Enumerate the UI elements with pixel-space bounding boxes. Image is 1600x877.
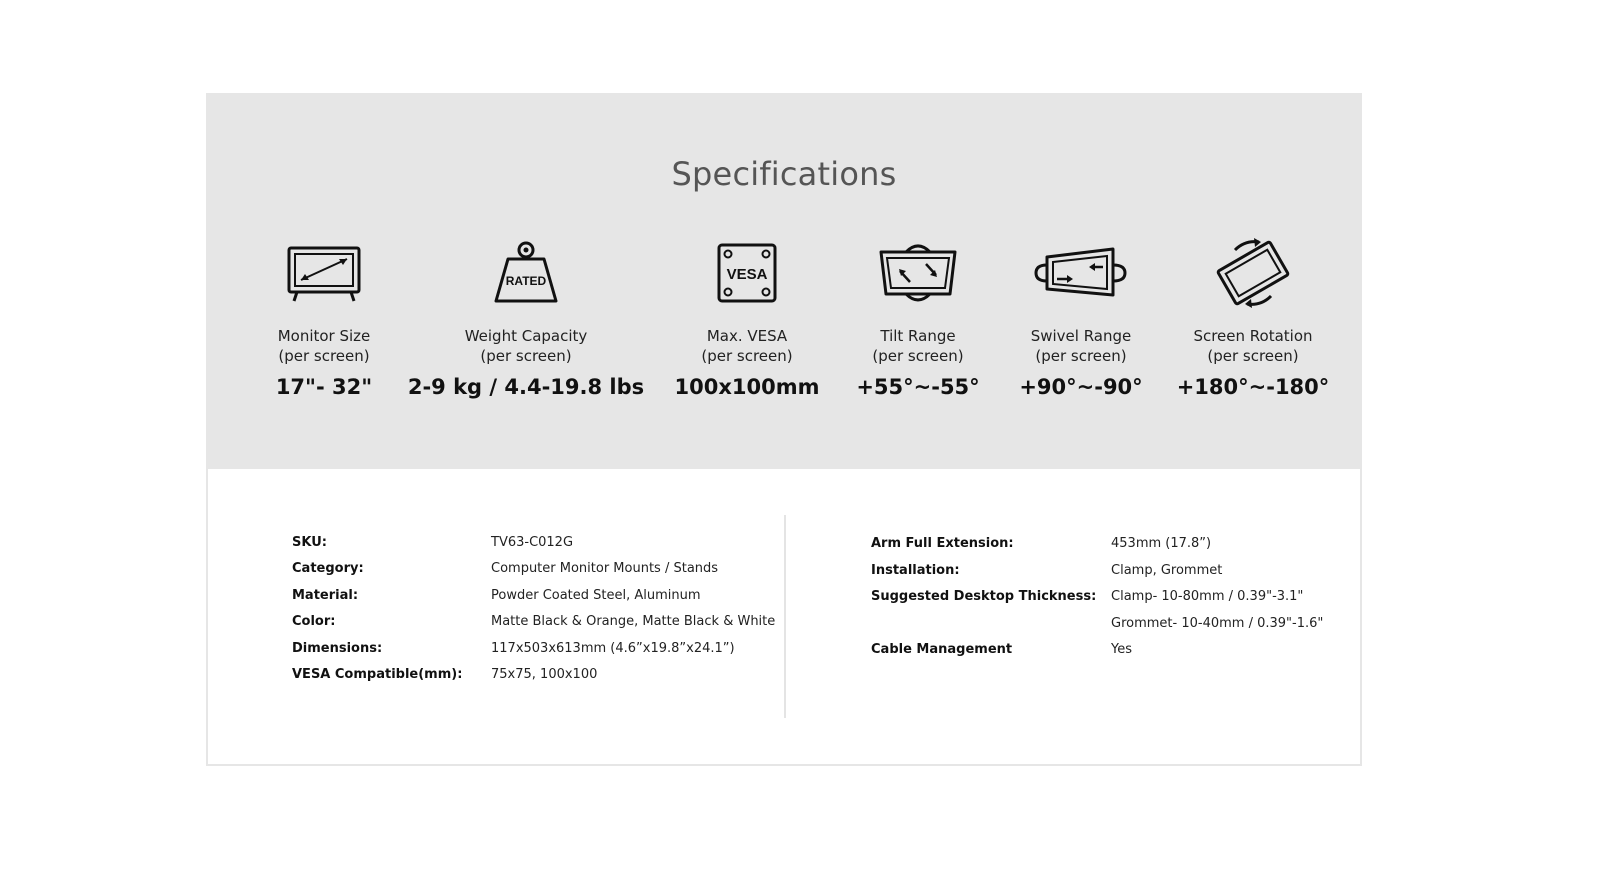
spec-key: Suggested Desktop Thickness: (871, 589, 1097, 604)
left-table-row-dimensions (292, 639, 792, 659)
spec-label-line2: (per screen) (1207, 347, 1299, 365)
spec-val: Matte Black & Orange, Matte Black & White (491, 614, 776, 629)
spec-label-line1: Tilt Range (880, 327, 956, 345)
right-table-row-installation (871, 561, 1341, 581)
spec-label-line1: Monitor Size (277, 327, 371, 345)
spec-key: Color: (292, 614, 336, 629)
spec-screen-rotation (1133, 237, 1373, 399)
spec-label-line1: Max. VESA (706, 327, 788, 345)
spec-val: Clamp- 10-80mm / 0.39"-3.1" (1111, 589, 1304, 604)
vesa-icon (717, 243, 777, 303)
right-table-row-desktop-thickness (871, 587, 1341, 607)
spec-value: 2-9 kg / 4.4-19.8 lbs (407, 375, 645, 399)
spec-key: Category: (292, 561, 364, 576)
vesa-icon-text: VESA (726, 266, 768, 283)
spec-val: Clamp, Grommet (1111, 563, 1223, 578)
spec-val: 453mm (17.8”) (1111, 536, 1212, 551)
spec-label-line2: (per screen) (480, 347, 572, 365)
spec-label-line1: Screen Rotation (1193, 327, 1313, 345)
weight-icon-text: RATED (505, 274, 547, 288)
spec-panel (206, 93, 1362, 766)
spec-key: SKU: (292, 535, 327, 550)
spec-value: 17"- 32" (275, 375, 373, 399)
spec-value: +55°~-55° (856, 375, 980, 399)
spec-val: 117x503x613mm (4.6”x19.8”x24.1”) (491, 641, 735, 656)
tilt-icon (878, 242, 958, 304)
right-table-row-cable-management (871, 640, 1341, 660)
spec-key: Material: (292, 588, 359, 603)
spec-val: 75x75, 100x100 (491, 667, 598, 682)
spec-header-band (208, 95, 1360, 469)
spec-label-line2: (per screen) (701, 347, 793, 365)
spec-label-line1: Swivel Range (1030, 327, 1132, 345)
spec-val: Yes (1111, 642, 1132, 657)
left-table-row-sku (292, 533, 792, 553)
monitor-size-icon (287, 244, 361, 302)
table-divider (784, 515, 786, 718)
rotation-icon (1213, 238, 1293, 308)
swivel-icon (1033, 245, 1129, 301)
weight-rated-icon (492, 241, 560, 305)
spec-key: Arm Full Extension: (871, 536, 1014, 551)
spec-key: Dimensions: (292, 641, 383, 656)
spec-key: Cable Management (871, 642, 1013, 657)
spec-label-line2: (per screen) (278, 347, 370, 365)
right-table-row-arm-extension (871, 534, 1341, 554)
spec-val: Powder Coated Steel, Aluminum (491, 588, 701, 603)
spec-val: TV63-C012G (491, 535, 574, 550)
spec-label-line2: (per screen) (1035, 347, 1127, 365)
spec-key: Installation: (871, 563, 960, 578)
spec-label-line1: Weight Capacity (464, 327, 588, 345)
spec-value: 100x100mm (674, 375, 820, 399)
spec-key: VESA Compatible(mm): (292, 667, 463, 682)
spec-label-line2: (per screen) (872, 347, 964, 365)
spec-value: +180°~-180° (1176, 375, 1330, 399)
right-table-row-grommet (871, 614, 1341, 634)
spec-val: Computer Monitor Mounts / Stands (491, 561, 719, 576)
spec-weight-capacity (406, 237, 646, 399)
spec-value: +90°~-90° (1019, 375, 1143, 399)
left-table-row-color (292, 612, 792, 632)
left-table-row-material (292, 586, 792, 606)
left-table-row-vesa (292, 665, 792, 685)
left-table-row-category (292, 559, 792, 579)
spec-val: Grommet- 10-40mm / 0.39"-1.6" (1111, 616, 1324, 631)
page-title: Specifications (671, 155, 897, 193)
